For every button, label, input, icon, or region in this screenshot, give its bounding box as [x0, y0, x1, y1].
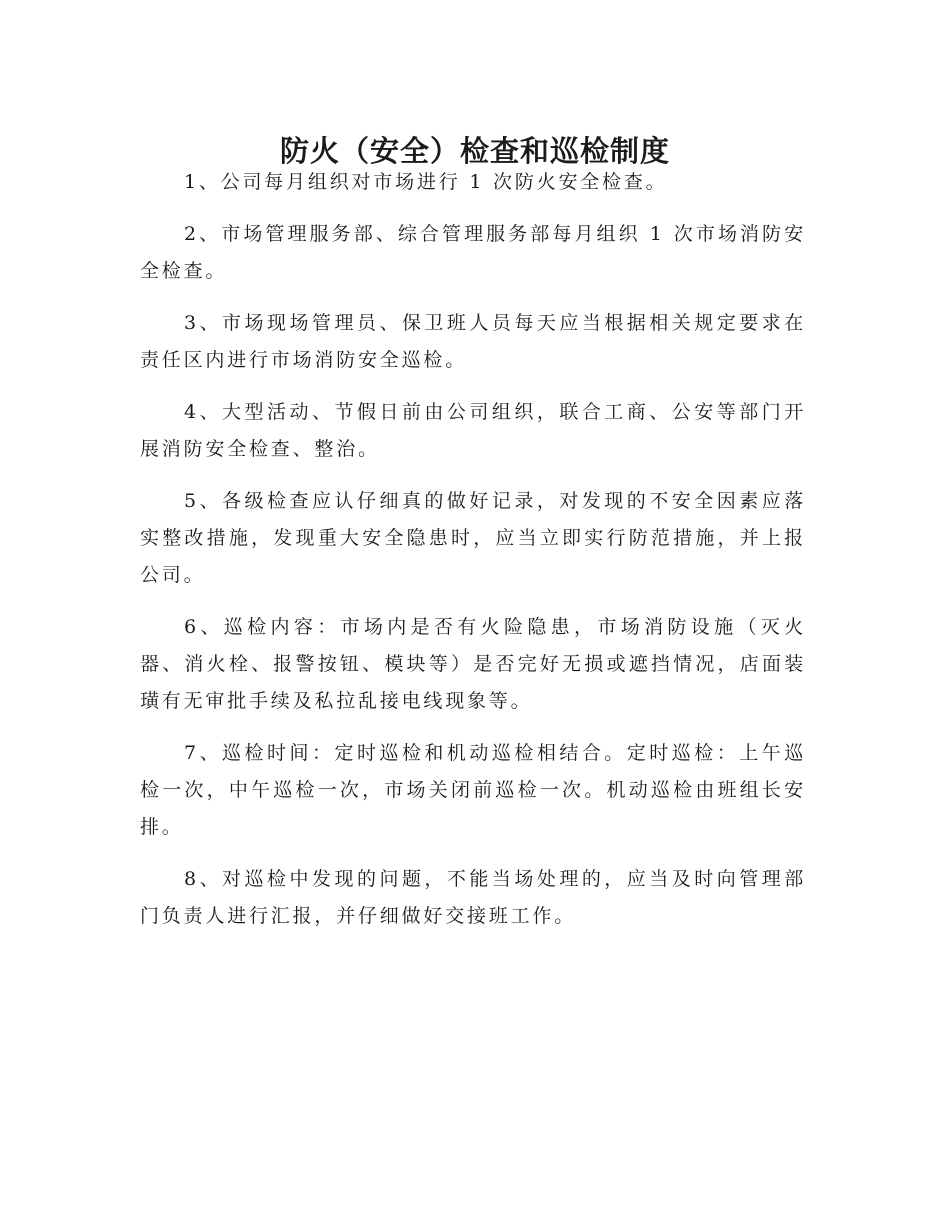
paragraph-5: 5、各级检查应认仔细真的做好记录，对发现的不安全因素应落实整改措施，发现重大安全隐患时，应当立即实行防范措施，并上报公司。: [140, 490, 806, 586]
document-body: [140, 164, 806, 950]
document-title: 防火（安全）检查和巡检制度: [279, 134, 670, 169]
paragraph-7: 7、巡检时间：定时巡检和机动巡检相结合。定时巡检：上午巡检一次，中午巡检一次，市场关闭前巡检一次。机动巡检由班组长安排。: [140, 742, 806, 838]
paragraph-2: 2、市场管理服务部、综合管理服务部每月组织 1 次市场消防安全检查。: [140, 223, 806, 282]
paragraph-6: 6、巡检内容：市场内是否有火险隐患，市场消防设施（灭火器、消火栓、报警按钮、模块等）是否完好无损或遮挡情况，店面装璜有无审批手续及私拉乱接电线现象等。: [140, 616, 806, 712]
paragraph-4: 4、大型活动、节假日前由公司组织，联合工商、公安等部门开展消防安全检查、整治。: [140, 401, 806, 460]
paragraph-3: 3、市场现场管理员、保卫班人员每天应当根据相关规定要求在责任区内进行市场消防安全巡检。: [140, 312, 806, 371]
paragraph-1: 1、公司每月组织对市场进行 1 次防火安全检查。: [184, 171, 668, 193]
paragraph-8: 8、对巡检中发现的问题，不能当场处理的，应当及时向管理部门负责人进行汇报，并仔细做好交接班工作。: [140, 868, 806, 927]
